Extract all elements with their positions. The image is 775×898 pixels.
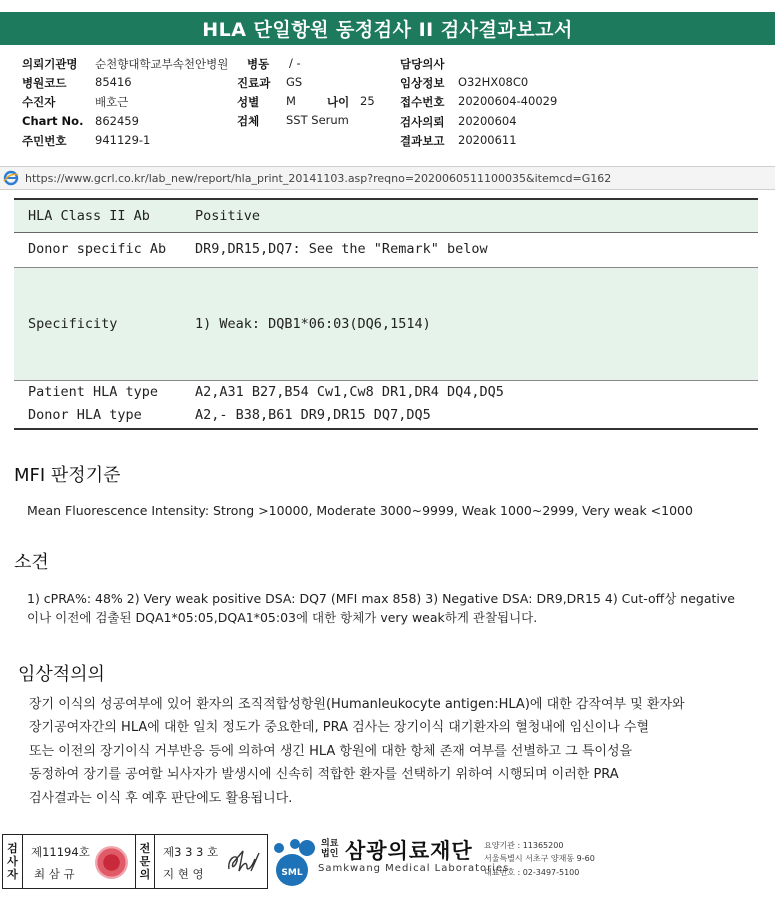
clinical-line-3: 또는 이전의 장기이식 거부반응 등에 의하여 생긴 HLA 항원에 대한 항체 존재 여부를 선별하고 그 특이성을 <box>29 744 633 759</box>
dept-label: 진료과 <box>237 76 271 90</box>
result-table <box>14 198 758 430</box>
receipt-value: 20200604-40029 <box>458 94 558 108</box>
id-value: 941129-1 <box>95 133 151 147</box>
patient-value: 배호근 <box>95 95 129 109</box>
specialist-label: 전 문 의 <box>135 835 155 888</box>
lab-address: 서울특별시 서초구 양재동 9-60 <box>484 854 595 863</box>
clinical-info-label: 임상정보 <box>400 76 445 90</box>
patient-label: 수진자 <box>22 95 56 109</box>
doctor-label: 담당의사 <box>400 57 445 71</box>
logo-text: SML <box>281 868 303 878</box>
patient-hla-value: A2,A31 B27,B54 Cw1,Cw8 DR1,DR4 DQ4,DQ5 <box>195 384 504 400</box>
opinion-title: 소견 <box>14 552 49 573</box>
request-value: 20200604 <box>458 114 517 128</box>
ward-label: 병동 <box>247 57 270 71</box>
table-row <box>14 268 758 381</box>
id-label: 주민번호 <box>22 134 67 148</box>
inspector-license-no: 제11194호 <box>31 845 90 859</box>
lab-name-english: Samkwang Medical Laboratories <box>318 863 510 874</box>
lab-name: 삼광의료재단 <box>345 839 473 863</box>
report-date-label: 결과보고 <box>400 134 445 148</box>
clinical-line-5: 검사결과는 이식 후 예후 판단에도 활용됩니다. <box>29 791 293 806</box>
age-label: 나이 <box>327 95 350 109</box>
lab-phone: 요양기관 : 11365200 <box>484 841 564 850</box>
donor-hla-value: A2,- B38,B61 DR9,DR15 DQ7,DQ5 <box>195 407 431 423</box>
institution-value: 순천향대학교부속천안병원 <box>95 57 229 71</box>
specialist-name: 지 현 영 <box>163 867 204 881</box>
ward-value: / - <box>289 56 301 70</box>
signature-icon <box>225 847 265 877</box>
age-value: 25 <box>360 94 375 108</box>
opinion-line-2: 이나 이전에 검출된 DQA1*05:05,DQA1*05:03에 대한 항체가 very weak하게 관찰됩니다. <box>27 610 538 625</box>
clinical-info-value: O32HX08C0 <box>458 75 529 89</box>
patient-info-block <box>0 53 775 158</box>
opinion-line-1: 1) cPRA%: 48% 2) Very weak positive DSA: DQ7 (MFI max 858) 3) Negative DSA: DR9,DR15 4) Cut-off상 negative <box>27 591 735 606</box>
chart-no-label: Chart No. <box>22 114 84 128</box>
clinical-title: 임상적의의 <box>18 664 105 685</box>
class2-value: Positive <box>195 208 261 224</box>
inspector-seal <box>95 846 128 879</box>
inspector-name: 최 삼 규 <box>34 867 75 881</box>
mfi-text: Mean Fluorescence Intensity: Strong >10000, Moderate 3000~9999, Weak 1000~2999, Very weak <1000 <box>27 503 693 518</box>
specialist-license-no: 제3 3 3 호 <box>163 845 219 859</box>
specimen-value: SST Serum <box>286 113 349 127</box>
donor-hla-label: Donor HLA type <box>28 407 142 423</box>
browser-e-icon <box>3 170 19 186</box>
sml-logo-icon <box>270 836 318 888</box>
table-row <box>14 233 758 268</box>
institution-label: 의뢰기관명 <box>22 57 78 71</box>
lab-rep-number: 대표번호 : 02-3497-5100 <box>484 868 580 877</box>
report-date-value: 20200611 <box>458 133 517 147</box>
hospital-code-label: 병원코드 <box>22 76 67 90</box>
clinical-line-2: 장기공여자간의 HLA에 대한 일치 정도가 중요한데, PRA 검사는 장기이식 대기환자의 혈청내에 임신이나 수혈 <box>29 720 650 735</box>
table-row <box>14 381 758 430</box>
specificity-value: 1) Weak: DQB1*06:03(DQ6,1514) <box>195 316 431 332</box>
patient-hla-label: Patient HLA type <box>28 384 159 400</box>
report-title: HLA 단일항원 동정검사 II 검사결과보고서 <box>0 12 775 45</box>
report-footer <box>0 832 775 898</box>
sex-label: 성별 <box>237 95 260 109</box>
sex-value: M <box>286 94 296 108</box>
class2-label: HLA Class II Ab <box>28 208 150 224</box>
dsa-value: DR9,DR15,DQ7: See the "Remark" below <box>195 241 488 257</box>
table-row <box>14 198 758 233</box>
clinical-line-4: 동정하여 장기를 공여할 뇌사자가 발생시에 신속히 적합한 환자를 선택하기 위하여 시행되며 이러한 PRA <box>29 767 619 782</box>
dept-value: GS <box>286 75 303 89</box>
hospital-code-value: 85416 <box>95 75 132 89</box>
request-label: 검사의뢰 <box>400 115 445 129</box>
mfi-title: MFI 판정기준 <box>14 465 121 486</box>
specificity-label: Specificity <box>28 316 118 332</box>
clinical-line-1: 장기 이식의 성공여부에 있어 환자의 조직적합성항원(Humanleukocyte antigen:HLA)에 대한 감작여부 및 환자와 <box>29 697 685 712</box>
signature-box <box>2 834 268 889</box>
url-text[interactable]: https://www.gcrl.co.kr/lab_new/report/hla_print_20141103.asp?reqno=2020060511100035&itemcd=G162 <box>25 171 612 185</box>
chart-no-value: 862459 <box>95 114 139 128</box>
browser-url-bar[interactable] <box>0 166 775 190</box>
inspector-label: 검 사 자 <box>3 835 23 888</box>
specimen-label: 검체 <box>237 114 260 128</box>
lab-prefix: 의료 법인 <box>321 839 339 859</box>
dsa-label: Donor specific Ab <box>28 241 167 257</box>
receipt-label: 접수번호 <box>400 95 445 109</box>
